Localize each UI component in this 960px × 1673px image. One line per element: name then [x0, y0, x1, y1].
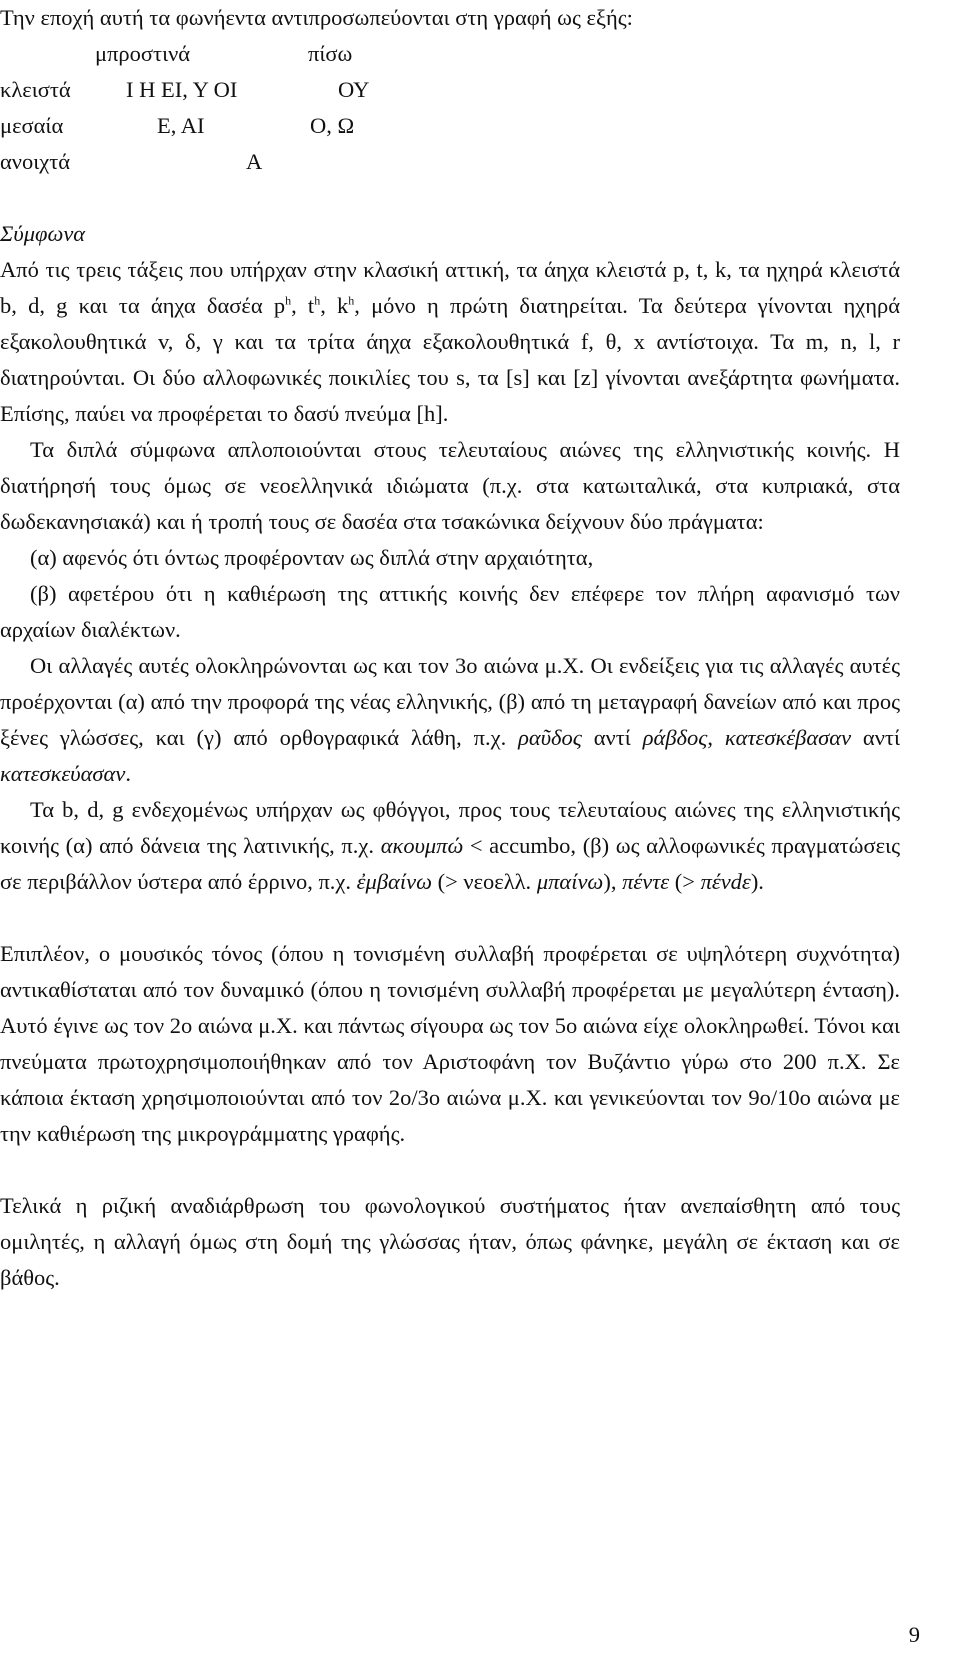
row-label: ανοιχτά: [0, 149, 71, 174]
col-back-header: πίσω: [308, 41, 353, 66]
front-cell: Α: [246, 149, 263, 174]
list-item-a: (α) αφενός ότι όντως προφέρονταν ως διπλά στην αρχαιότητα,: [30, 545, 594, 570]
vowel-row: [0, 144, 900, 180]
row-label: κλειστά: [0, 77, 71, 102]
section-heading-consonants: Σύμφωνα: [0, 221, 86, 246]
vowel-row: [0, 108, 900, 144]
page-number: 9: [908, 1622, 920, 1647]
back-cell: ΟΥ: [338, 77, 370, 102]
vowel-table-header: [0, 36, 900, 72]
front-cell: Ε, ΑΙ: [157, 113, 205, 138]
front-cell: Ι Η ΕΙ, Υ ΟΙ: [126, 77, 238, 102]
vowel-table: [0, 36, 900, 180]
list-item-b: (β) αφετέρου ότι η καθιέρωση της αττικής κοινής δεν επέφερε τον πλήρη αφανισμό των αρχαίων διαλέκτων.: [0, 581, 900, 642]
row-label: μεσαία: [0, 113, 64, 138]
paragraph-conclusion: Τελικά η ριζική αναδιάρθρωση του φωνολογικού συστήματος ήταν ανεπαίσθητη από τους ομιλητές, η αλλαγή όμως στη δομή της γλώσσας ήταν, όπως φάνηκε, μεγάλη σε έκταση και σε βάθος.: [0, 1193, 900, 1290]
paragraph-voiced-stops: Τα b, d, g ενδεχομένως υπήρχαν ως φθόγγοι, προς τους τελευταίους αιώνες της ελληνιστικής κοινής (α) από δάνεια της λατινικής, π.χ. ακουμπώ < accumbo, (β) ως αλλοφωνικές πραγματώσεις σε περιβάλλον ύστερα από έρρινο, π.χ. ἐμβαίνω (> νεοελλ. μπαίνω), πέντε (> πένdε).: [0, 797, 900, 894]
paragraph-consonants: Από τις τρεις τάξεις που υπήρχαν στην κλασική αττική, τα άηχα κλειστά p, t, k, τα ηχηρά κλειστά b, d, g και τα άηχα δασέα $p^h$, $t^h$, $k^h$, μόνο η πρώτη διατηρείται. Τα δεύτερα γίνονται ηχηρά εξακολουθητικά v, δ, γ και τα τρίτα άηχα εξακολουθητικά f, θ, x αντίστοιχα. Τα m, n, l, r διατηρούνται. Οι δύο αλλοφωνικές ποικιλίες του s, τα [s] και [z] γίνονται ανεξάρτητα φωνήματα. Επίσης, παύει να προφέρεται το δασύ πνεύμα [h].: [0, 257, 901, 426]
vowel-row: [0, 72, 900, 108]
intro-line: Την εποχή αυτή τα φωνήεντα αντιπροσωπεύονται στη γραφή ως εξής:: [0, 5, 633, 30]
paragraph-double-consonants: Τα διπλά σύμφωνα απλοποιούνται στους τελευταίους αιώνες της ελληνιστικής κοινής. Η διατήρησή τους όμως σε νεοελληνικά ιδιώματα (π.χ. στα κατωιταλικά, στα κυπριακά, στα δωδεκανησιακά) και ή τροπή τους σε δασέα στα τσακώνικα δείχνουν δύο πράγματα:: [0, 437, 900, 534]
paragraph-evidence: Οι αλλαγές αυτές ολοκληρώνονται ως και τον 3ο αιώνα μ.Χ. Οι ενδείξεις για τις αλλαγές αυτές προέρχονται (α) από την προφορά της νέας ελληνικής, (β) από τη μεταγραφή δανείων από και προς ξένες γλώσσες, και (γ) από ορθογραφικά λάθη, π.χ. ραῦδος αντί ράβδος, κατεσκέβασαν αντί κατεσκεύασαν.: [0, 653, 900, 786]
back-cell: Ο, Ω: [310, 113, 355, 138]
col-front-header: μπροστινά: [95, 41, 191, 66]
paragraph-accent: Επιπλέον, ο μουσικός τόνος (όπου η τονισμένη συλλαβή προφέρεται σε υψηλότερη συχνότητα) αντικαθίσταται από τον δυναμικό (όπου η τονισμένη συλλαβή προφέρεται με μεγαλύτερη ένταση). Αυτό έγινε ως τον 2ο αιώνα μ.Χ. και πάντως σίγουρα ως τον 5ο αιώνα είχε ολοκληρωθεί. Τόνοι και πνεύματα πρωτοχρησιμοποιήθηκαν από τον Αριστοφάνη τον Βυζάντιο γύρω στο 200 π.Χ. Σε κάποια έκταση χρησιμοποιούνται από τον 2ο/3ο αιώνα μ.Χ. και γενικεύονται τον 9ο/10ο αιώνα με την καθιέρωση της μικρογράμματης γραφής.: [0, 941, 900, 1146]
